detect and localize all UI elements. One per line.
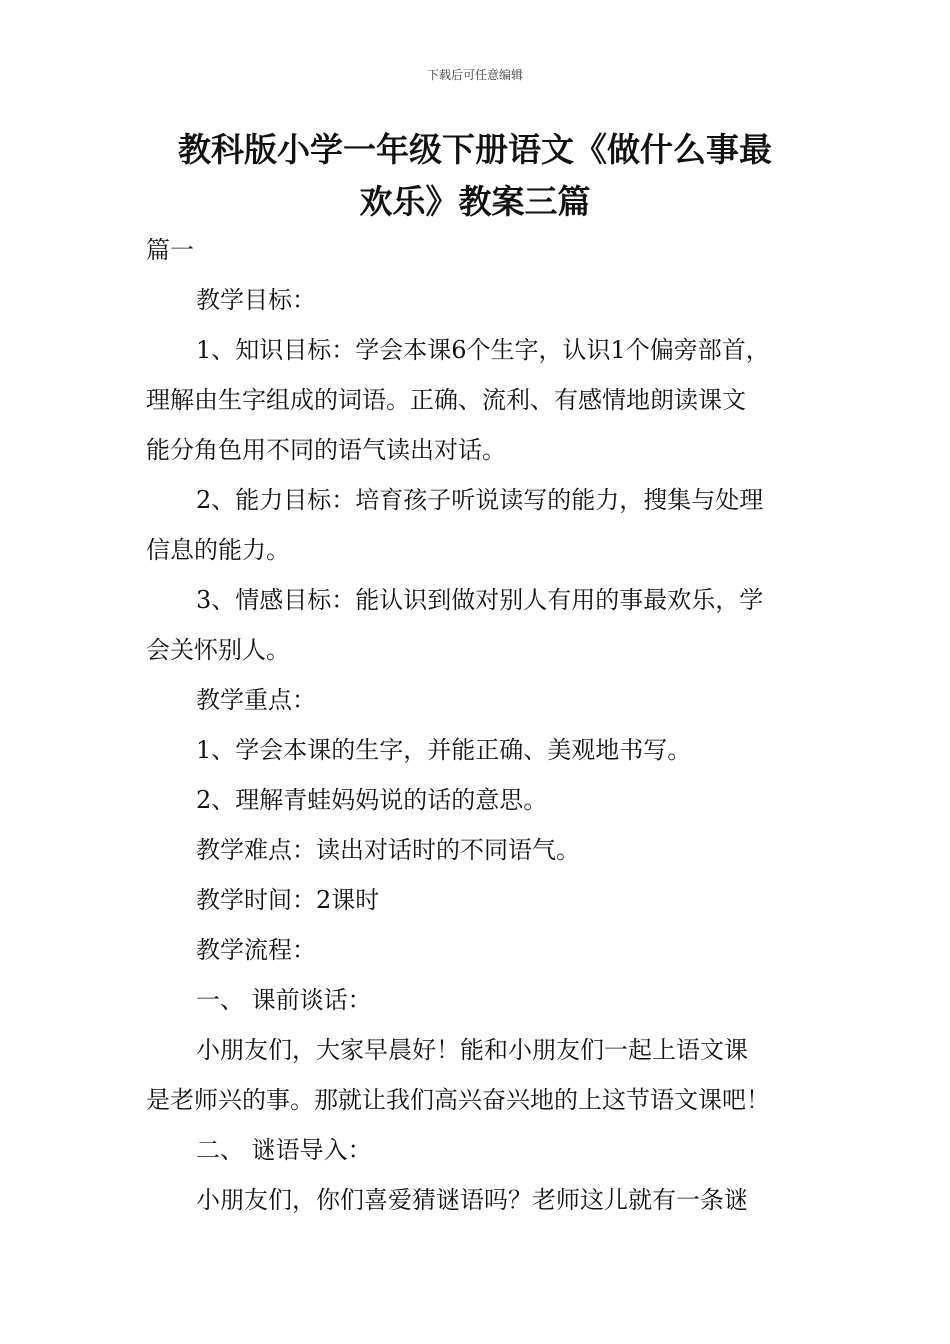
paragraph-line: 理解由生字组成的词语。正确、流利、有感情地朗读课文 [146, 386, 746, 414]
document-body [146, 225, 836, 1225]
paragraph-line: 信息的能力。 [146, 536, 290, 564]
paragraph-line: 会关怀别人。 [146, 636, 290, 664]
paragraph-line: 小朋友们，大家早晨好！能和小朋友们一起上语文课 [196, 1036, 748, 1064]
title-line-2: 欢乐》教案三篇 [359, 182, 591, 221]
paragraph-line: 小朋友们，你们喜爱猜谜语吗？老师这儿就有一条谜 [196, 1186, 748, 1214]
document-title [140, 124, 810, 228]
section-label: 篇一 [146, 236, 194, 264]
paragraph-line: 教学时间：2课时 [196, 886, 380, 914]
header-note: 下载后可任意编辑 [426, 68, 523, 82]
paragraph-line: 2、理解青蛙妈妈说的话的意思。 [196, 786, 548, 814]
paragraph-line: 二、 谜语导入： [196, 1136, 372, 1164]
paragraph-line: 教学流程： [196, 936, 316, 964]
paragraph-line: 1、知识目标：学会本课6个生字，认识1个偏旁部首， [196, 336, 770, 364]
paragraph-line: 能分角色用不同的语气读出对话。 [146, 436, 506, 464]
paragraph-line: 2、能力目标：培育孩子听说读写的能力，搜集与处理 [196, 486, 764, 514]
paragraph-line: 3、情感目标：能认识到做对别人有用的事最欢乐，学 [196, 586, 764, 614]
paragraph-line: 教学难点：读出对话时的不同语气。 [196, 836, 580, 864]
paragraph-line: 教学重点： [196, 686, 316, 714]
paragraph-line: 是老师兴的事。那就让我们高兴奋兴地的上这节语文课吧！ [146, 1086, 770, 1114]
paragraph-line: 一、 课前谈话： [196, 986, 372, 1014]
paragraph-line: 教学目标： [196, 286, 316, 314]
paragraph-line: 1、学会本课的生字，并能正确、美观地书写。 [196, 736, 692, 764]
title-line-1: 教科版小学一年级下册语文《做什么事最 [178, 130, 772, 169]
